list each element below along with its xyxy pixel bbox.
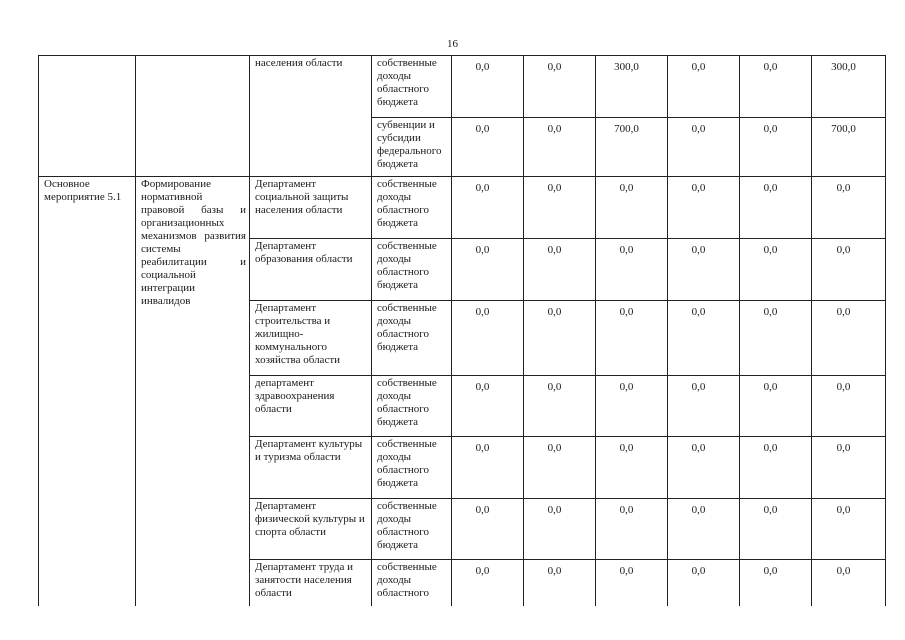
description-cell-empty [136, 56, 250, 177]
value-cell: 0,0 [740, 239, 812, 301]
source-cell: субвенции и субсидии федерального бюджета [372, 118, 452, 177]
value-cell: 0,0 [740, 499, 812, 560]
source-cell: собственные доходы областного бюджета [372, 177, 452, 239]
value-cell: 0,0 [668, 56, 740, 118]
value-cell: 0,0 [596, 239, 668, 301]
value-cell: 0,0 [452, 437, 524, 499]
measure-name-cell: Основное мероприятие 5.1 [39, 177, 136, 606]
value-cell: 0,0 [524, 437, 596, 499]
value-cell: 0,0 [668, 560, 740, 606]
value-cell: 0,0 [452, 376, 524, 437]
value-cell: 700,0 [596, 118, 668, 177]
responsible-cell: департамент здравоохранения области [250, 376, 372, 437]
value-cell: 0,0 [524, 177, 596, 239]
value-cell: 0,0 [812, 376, 886, 437]
value-cell: 0,0 [668, 301, 740, 376]
value-cell: 0,0 [452, 239, 524, 301]
responsible-cell: Департамент строительства и жилищно-коммунального хозяйства области [250, 301, 372, 376]
value-cell: 0,0 [524, 118, 596, 177]
responsible-cell: Департамент культуры и туризма области [250, 437, 372, 499]
value-cell: 700,0 [812, 118, 886, 177]
responsible-cell: населения области [250, 56, 372, 177]
table-row [39, 56, 886, 118]
value-cell: 0,0 [524, 560, 596, 606]
value-cell: 0,0 [452, 560, 524, 606]
source-cell: собственные доходы областного бюджета [372, 56, 452, 118]
value-cell: 0,0 [668, 177, 740, 239]
source-cell: собственные доходы областного бюджета [372, 239, 452, 301]
value-cell: 0,0 [668, 499, 740, 560]
value-cell: 0,0 [596, 499, 668, 560]
source-cell: собственные доходы областного бюджета [372, 301, 452, 376]
value-cell: 0,0 [740, 560, 812, 606]
value-cell: 0,0 [524, 376, 596, 437]
value-cell: 0,0 [740, 118, 812, 177]
value-cell: 0,0 [740, 56, 812, 118]
measure-description-cell: Формирование нормативной правовой базы и организационных механизмов развития системы реабилитации и социальной интеграции инвалидов [136, 177, 250, 606]
value-cell: 0,0 [668, 437, 740, 499]
responsible-cell: Департамент образования области [250, 239, 372, 301]
value-cell: 0,0 [812, 560, 886, 606]
value-cell: 0,0 [812, 499, 886, 560]
value-cell: 0,0 [812, 301, 886, 376]
table-row [39, 177, 886, 239]
value-cell: 0,0 [740, 437, 812, 499]
source-cell: собственные доходы областного бюджета [372, 437, 452, 499]
value-cell: 0,0 [668, 239, 740, 301]
value-cell: 0,0 [740, 177, 812, 239]
value-cell: 0,0 [596, 177, 668, 239]
source-cell: собственные доходы областного [372, 560, 452, 606]
value-cell: 0,0 [452, 301, 524, 376]
value-cell: 0,0 [452, 177, 524, 239]
value-cell: 0,0 [596, 301, 668, 376]
value-cell: 0,0 [524, 499, 596, 560]
value-cell: 0,0 [740, 301, 812, 376]
value-cell: 0,0 [596, 560, 668, 606]
source-cell: собственные доходы областного бюджета [372, 376, 452, 437]
value-cell: 0,0 [812, 239, 886, 301]
value-cell: 0,0 [812, 177, 886, 239]
value-cell: 300,0 [812, 56, 886, 118]
value-cell: 0,0 [740, 376, 812, 437]
value-cell: 0,0 [524, 239, 596, 301]
responsible-cell: Департамент физической культуры и спорта области [250, 499, 372, 560]
value-cell: 0,0 [668, 376, 740, 437]
source-cell: собственные доходы областного бюджета [372, 499, 452, 560]
value-cell: 300,0 [596, 56, 668, 118]
value-cell: 0,0 [596, 437, 668, 499]
value-cell: 0,0 [812, 437, 886, 499]
responsible-cell: Департамент социальной защиты населения области [250, 177, 372, 239]
value-cell: 0,0 [452, 56, 524, 118]
value-cell: 0,0 [524, 301, 596, 376]
value-cell: 0,0 [452, 118, 524, 177]
measure-cell-empty [39, 56, 136, 177]
responsible-cell: Департамент труда и занятости населения области [250, 560, 372, 606]
value-cell: 0,0 [452, 499, 524, 560]
value-cell: 0,0 [668, 118, 740, 177]
value-cell: 0,0 [524, 56, 596, 118]
value-cell: 0,0 [596, 376, 668, 437]
budget-table [38, 55, 886, 606]
page-number: 16 [447, 38, 458, 50]
